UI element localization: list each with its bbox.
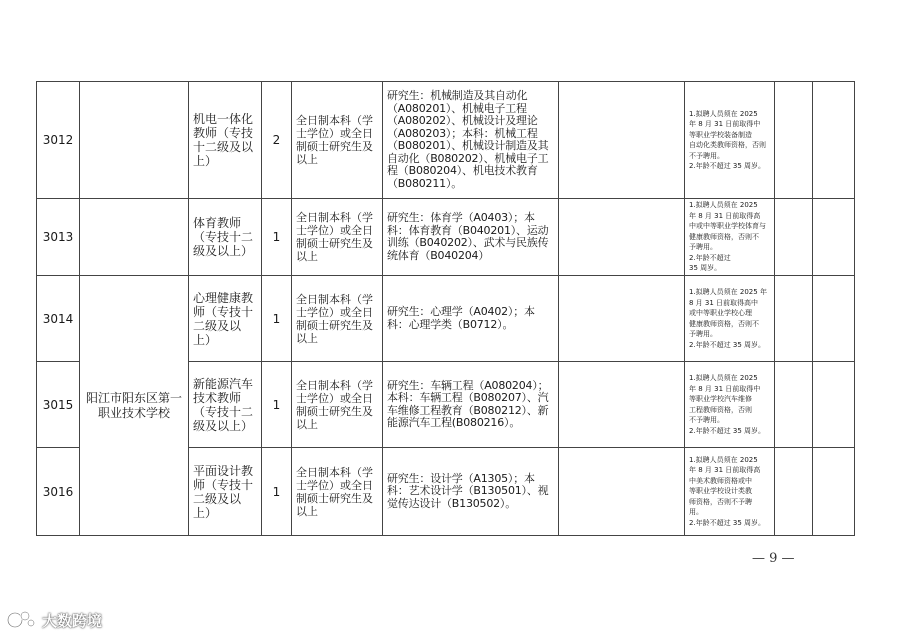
major-requirement: 研究生：车辆工程（A080204）；本科：车辆工程（B080207）、汽车维修工程教育（B080212）、新能源汽车工程(B080216）。	[383, 362, 559, 448]
major-requirement: 研究生：机械制造及其自动化（A080201）、机械电子工程（A080202）、机械设计及理论（A080203）；本科：机械工程（B080201）、机械设计制造及其自动化（B080202）、机械电子工程（B080204）、机电技术教育（B080211）。	[383, 82, 559, 199]
watermark-logo-icon	[6, 609, 36, 631]
table-row	[37, 199, 855, 276]
hire-count: 1	[262, 199, 292, 276]
remark-line: 等职业学校汽车维修	[689, 395, 752, 403]
blank-cell	[813, 82, 855, 199]
remark-line: 2.年龄不超过 35 周岁。	[689, 518, 766, 527]
post-name: 心理健康教师（专技十二级及以上）	[189, 276, 262, 362]
education-requirement: 全日制本科（学士学位）或全日制硕士研究生及以上	[292, 362, 383, 448]
remark-line: 1.拟聘人员须在 2025 年	[689, 288, 767, 296]
blank-cell	[775, 82, 813, 199]
post-code: 3016	[37, 448, 80, 536]
remark-line: 1.拟聘人员须在 2025	[689, 201, 758, 210]
school-cell	[80, 82, 189, 199]
remark-line: 中美术教师资格或中	[689, 476, 752, 485]
remark-line: 年 8 月 31 日前取得中	[689, 120, 761, 128]
post-code: 3014	[37, 276, 80, 362]
recruitment-table	[36, 81, 855, 536]
hire-count: 1	[262, 276, 292, 362]
remarks-cell	[685, 448, 775, 536]
remark-line: 35 周岁。	[689, 264, 722, 273]
remark-line: 1.拟聘人员须在 2025	[689, 455, 758, 464]
blank-cell	[559, 448, 685, 536]
post-name: 机电一体化教师（专技十二级及以上）	[189, 82, 262, 199]
school-name: 阳江市阳东区第一职业技术学校	[80, 276, 189, 536]
post-code: 3013	[37, 199, 80, 276]
remark-line: 1.拟聘人员须在 2025	[689, 109, 758, 118]
remark-line: 2.年龄不超过 35 周岁。	[689, 426, 766, 435]
remark-line: 1.拟聘人员须在 2025	[689, 374, 758, 382]
remark-line: 2.年龄不超过	[689, 253, 731, 262]
remark-line: 年 8 月 31 日前取得高	[689, 466, 761, 475]
table-row	[37, 276, 855, 362]
table-row	[37, 82, 855, 199]
education-requirement: 全日制本科（学士学位）或全日制硕士研究生及以上	[292, 276, 383, 362]
remarks-cell	[685, 199, 775, 276]
blank-cell	[813, 199, 855, 276]
major-requirement: 研究生：心理学（A0402）；本科：心理学类（B0712）。	[383, 276, 559, 362]
remark-line: 健康教师资格，否则不	[689, 319, 759, 328]
remark-line: 健康教师资格，否则不	[689, 232, 759, 241]
remark-line: 用。	[689, 508, 703, 517]
remarks-cell	[685, 276, 775, 362]
education-requirement: 全日制本科（学士学位）或全日制硕士研究生及以上	[292, 82, 383, 199]
remark-line: 中或中等职业学校体育与	[689, 222, 766, 231]
remark-line: 自动化类教师资格，否则	[689, 141, 766, 149]
blank-cell	[559, 82, 685, 199]
post-code: 3015	[37, 362, 80, 448]
school-cell	[80, 199, 189, 276]
remark-line: 师资格，否则不予聘	[689, 497, 752, 506]
remark-line: 年 8 月 31 日前取得高	[689, 211, 761, 220]
watermark-text: 大数跨境	[42, 611, 103, 630]
hire-count: 1	[262, 362, 292, 448]
remark-line: 2.年龄不超过 35 周岁。	[689, 162, 766, 170]
education-requirement: 全日制本科（学士学位）或全日制硕士研究生及以上	[292, 199, 383, 276]
watermark	[6, 609, 102, 631]
page-number: — 9 —	[752, 551, 795, 566]
blank-cell	[775, 276, 813, 362]
remark-line: 等职业学校装备制造	[689, 130, 752, 139]
remark-line: 年 8 月 31 日前取得中	[689, 384, 761, 393]
blank-cell	[775, 448, 813, 536]
post-name: 平面设计教师（专技十二级及以上）	[189, 448, 262, 536]
blank-cell	[813, 448, 855, 536]
blank-cell	[775, 362, 813, 448]
remark-line: 工程教师资格，否则	[689, 405, 752, 414]
remark-line: 8 月 31 日前取得高中	[689, 298, 759, 307]
blank-cell	[559, 276, 685, 362]
hire-count: 2	[262, 82, 292, 199]
post-name: 体育教师（专技十二级及以上）	[189, 199, 262, 276]
post-name: 新能源汽车技术教师（专技十二级及以上）	[189, 362, 262, 448]
education-requirement: 全日制本科（学士学位）或全日制硕士研究生及以上	[292, 448, 383, 536]
remark-line: 2.年龄不超过 35 周岁。	[689, 340, 766, 349]
remark-line: 或中等职业学校心理	[689, 309, 752, 317]
post-code: 3012	[37, 82, 80, 199]
blank-cell	[813, 276, 855, 362]
blank-cell	[559, 199, 685, 276]
hire-count: 1	[262, 448, 292, 536]
remark-line: 予聘用。	[689, 243, 717, 252]
remark-line: 予聘用。	[689, 330, 717, 338]
major-requirement: 研究生：体育学（A0403）；本科：体育教育（B040201）、运动训练（B040202）、武术与民族传统体育（B040204）	[383, 199, 559, 276]
remark-line: 不予聘用。	[689, 151, 724, 160]
remark-line: 等职业学校设计类教	[689, 487, 752, 496]
blank-cell	[559, 362, 685, 448]
remark-line: 不予聘用。	[689, 416, 724, 424]
remarks-cell	[685, 362, 775, 448]
remarks-cell	[685, 82, 775, 199]
blank-cell	[813, 362, 855, 448]
major-requirement: 研究生：设计学（A1305）；本科：艺术设计学（B130501）、视觉传达设计（B130502）。	[383, 448, 559, 536]
blank-cell	[775, 199, 813, 276]
